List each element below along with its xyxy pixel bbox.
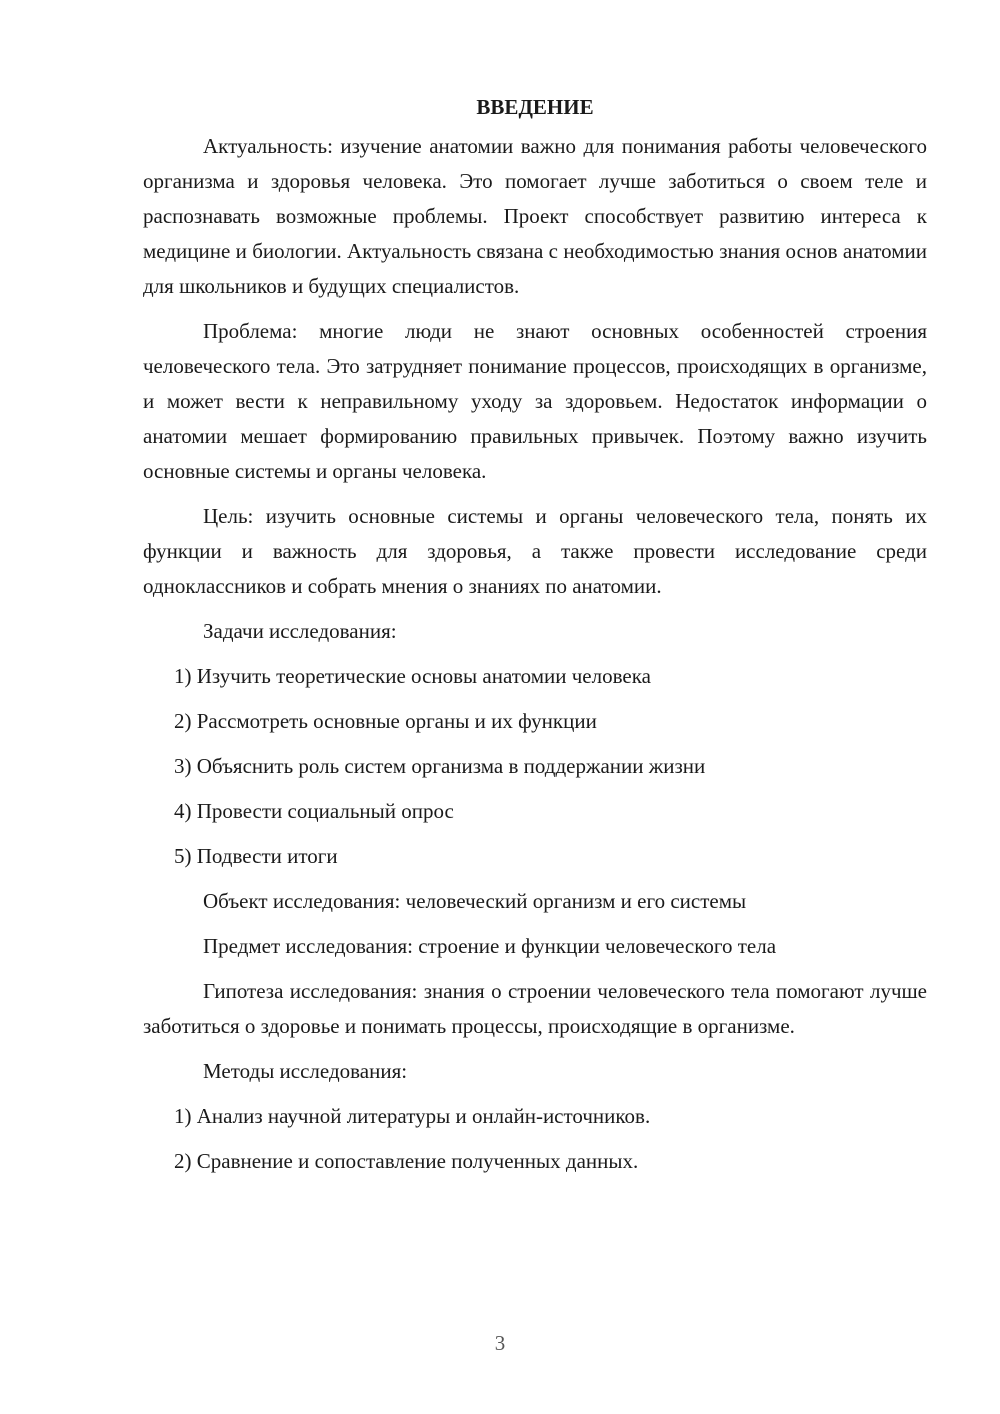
task-item: 3) Объяснить роль систем организма в поддержании жизни <box>174 754 706 778</box>
method-item: 1) Анализ научной литературы и онлайн-источников. <box>174 1104 651 1128</box>
tasks-heading: Задачи исследования: <box>203 619 397 643</box>
task-item: 5) Подвести итоги <box>174 844 338 868</box>
method-item: 2) Сравнение и сопоставление полученных данных. <box>174 1149 639 1173</box>
document-page <box>143 90 927 1189</box>
task-item: 2) Рассмотреть основные органы и их функции <box>174 709 597 733</box>
object-paragraph: Объект исследования: человеческий организм и его системы <box>203 889 747 913</box>
task-item: 1) Изучить теоретические основы анатомии человека <box>174 664 651 688</box>
section-title: ВВЕДЕНИЕ <box>476 95 594 119</box>
problem-paragraph: Проблема: многие люди не знают основных особенностей строения человеческого тела. Это затрудняет понимание процессов, происходящих в организме, и может вести к неправильному уходу за здоровьем. Недостаток информации о анатомии мешает формированию правильных привычек. Поэтому важно изучить основные системы и органы человека. <box>143 319 927 483</box>
relevance-paragraph: Актуальность: изучение анатомии важно для понимания работы человеческого организма и здоровья человека. Это помогает лучше заботиться о своем теле и распознавать возможные проблемы. Проект способствует развитию интереса к медицине и биологии. Актуальность связана с необходимостью знания основ анатомии для школьников и будущих специалистов. <box>143 134 927 298</box>
page-number: 3 <box>494 1331 506 1355</box>
hypothesis-paragraph: Гипотеза исследования: знания о строении человеческого тела помогают лучше заботиться о здоровье и понимать процессы, происходящие в организме. <box>143 979 927 1038</box>
task-item: 4) Провести социальный опрос <box>174 799 454 823</box>
subject-paragraph: Предмет исследования: строение и функции человеческого тела <box>203 934 777 958</box>
goal-paragraph: Цель: изучить основные системы и органы человеческого тела, понять их функции и важность для здоровья, а также провести исследование среди одноклассников и собрать мнения о знаниях по анатомии. <box>143 504 927 598</box>
methods-heading: Методы исследования: <box>203 1059 408 1083</box>
